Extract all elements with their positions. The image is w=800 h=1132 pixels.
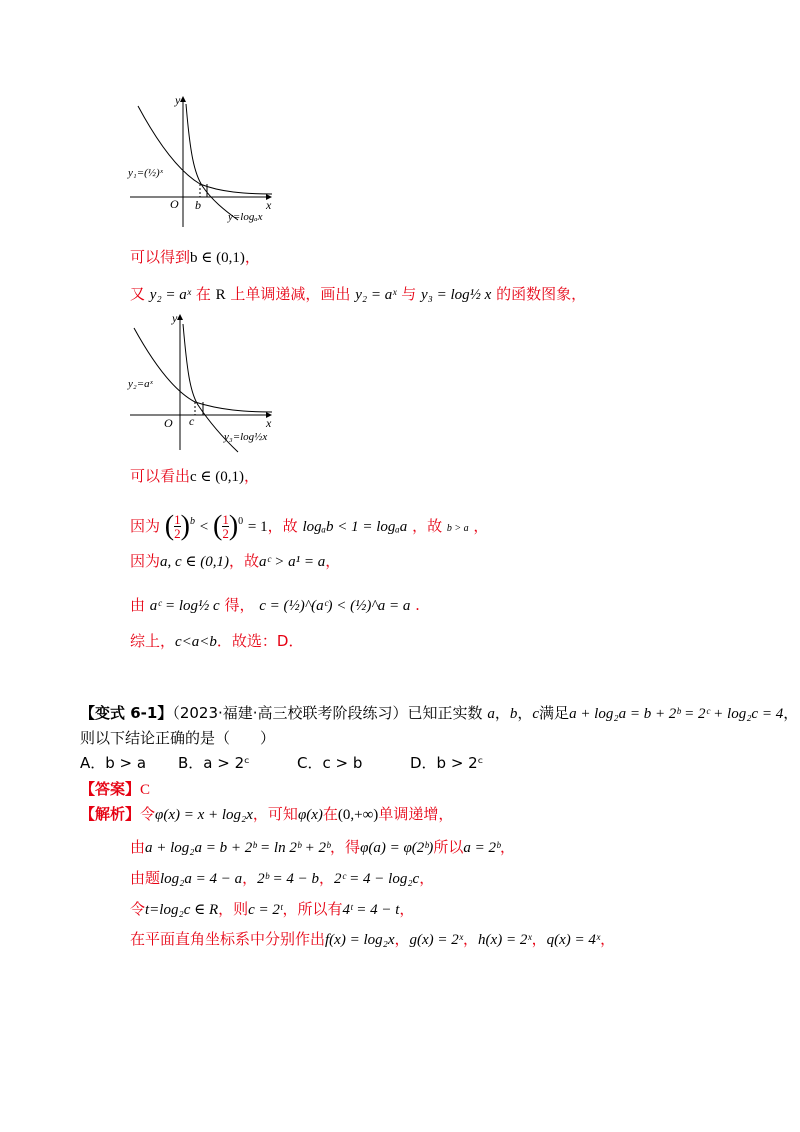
graph-2-x-label: x (266, 416, 272, 430)
option-a: A．b > a (80, 754, 147, 772)
problem-stem: 【变式 6-1】（2023·福建·高三校联考阶段练习）已知正实数 a，b，c满足a + log₂a = b + 2ᵇ = 2ᶜ + log₂c = 4， (80, 704, 799, 722)
problem-question: 则以下结论正确的是（ ） (80, 729, 276, 747)
math-R: R (215, 287, 226, 303)
math-ac-log: aᶜ = log½ c (149, 598, 220, 614)
math-c-range: c ∈ (0,1) (190, 469, 245, 485)
graph-2-exp-curve (134, 328, 272, 412)
graph-1-exp-curve (138, 106, 272, 194)
option-d: D．b > 2ᶜ (410, 754, 484, 772)
line-c-range: 可以看出c ∈ (0,1)， (130, 467, 260, 485)
math-ac-compare: aᶜ > a¹ = a (259, 554, 326, 570)
analysis-line-2: 由a + log₂a = b + 2ᵇ = ln 2ᵇ + 2ᵇ，得φ(a) = φ(2ᵇ)所以a = 2ᵇ， (130, 838, 516, 856)
math-b-gt-a: b > a (446, 523, 469, 534)
answer-value: C (140, 782, 151, 798)
math-y2-b: y₂ = aˣ (355, 287, 397, 303)
graph-1-x-label: x (266, 198, 272, 212)
answer-tag: 【答案】 (80, 780, 141, 798)
graph-2-y-arrow (177, 314, 183, 320)
graph-2-y-label: y (172, 311, 178, 325)
line-draw-y2-y3: 又 y₂ = aˣ 在 R 上单调递减，画出 y₂ = aˣ 与 y₃ = log½ x 的函数图象， (130, 285, 587, 303)
graph-1-point-label: b (195, 198, 201, 212)
graph-1-log-label: y=logₐx (228, 211, 263, 223)
answer-line (80, 778, 150, 801)
graph-1-origin: O (170, 197, 179, 211)
math-log-compare: logₐb < 1 = logₐa (302, 519, 408, 535)
math-y2: y₂ = aˣ (149, 287, 192, 303)
line-b-range: 可以得到b ∈ (0,1)， (130, 248, 260, 266)
frac-half-2: $\frac{1}{2}$ (222, 512, 229, 541)
analysis-line-5: 在平面直角坐标系中分别作出f(x) = log₂x，g(x) = 2ˣ，h(x) = 2ˣ，q(x) = 4ˣ， (130, 930, 616, 948)
graph-1-exp-label: y₁=(½)ˣ (128, 167, 163, 179)
math-problem-equation: a + log₂a = b + 2ᵇ = 2ᶜ + log₂c = 4 (569, 706, 784, 722)
line-c-compare: 由 aᶜ = log½ c 得， c = (½)^(aᶜ) < (½)^a = a . (130, 596, 420, 614)
problem-source: （2023·福建·高三校联考阶段练习） (172, 704, 408, 722)
math-c-chain: c = (½)^(aᶜ) < (½)^a = a (259, 598, 411, 614)
graph-2-exp-label: y₂=aˣ (128, 378, 153, 390)
option-c: C．c > b (297, 754, 363, 772)
problem-tag: 【变式 6-1】 (80, 704, 173, 722)
analysis-tag: 【解析】 (80, 805, 141, 823)
graph-2-point-label: c (189, 414, 195, 428)
graph-2-origin: O (164, 416, 173, 430)
graph-1 (120, 92, 290, 232)
graph-1-y-label: y (175, 93, 181, 107)
frac-half: $\frac{1}{2}$ (174, 512, 181, 541)
line-compare-ab: 因为 ( $\frac{1}{2}$ )$^b$ < ( $\frac{1}{2}$ )$^0$ = 1，故 logₐb < 1 = logₐa ，故 b > a ， (130, 510, 489, 542)
line-conclusion: 综上，c<a<b．故选：D． (130, 632, 304, 650)
math-y3: y₃ = log½ x (421, 287, 492, 303)
graph-2 (120, 310, 290, 460)
analysis-line-4: 令t=log₂c ∈ R，则c = 2ᵗ，所以有4ᵗ = 4 − t， (130, 900, 415, 918)
graph-2-log-label: y₃=log½x (224, 431, 268, 443)
option-b: B．a > 2ᶜ (178, 754, 250, 772)
graph-1-y-arrow (180, 96, 186, 102)
analysis-line-1: 【解析】令φ(x) = x + log₂x，可知φ(x)在(0,+∞)单调递增， (80, 805, 454, 823)
analysis-line-3: 由题log₂a = 4 − a，2ᵇ = 4 − b，2ᶜ = 4 − log₂c， (130, 869, 435, 887)
math-b-range: b ∈ (0,1) (190, 250, 245, 266)
line-ac-range: 因为a, c ∈ (0,1)，故aᶜ > a¹ = a， (130, 552, 341, 570)
math-ac-range: a, c ∈ (0,1) (160, 554, 230, 570)
graph-1-log-curve (186, 104, 238, 220)
math-order: c<a<b (175, 634, 217, 650)
